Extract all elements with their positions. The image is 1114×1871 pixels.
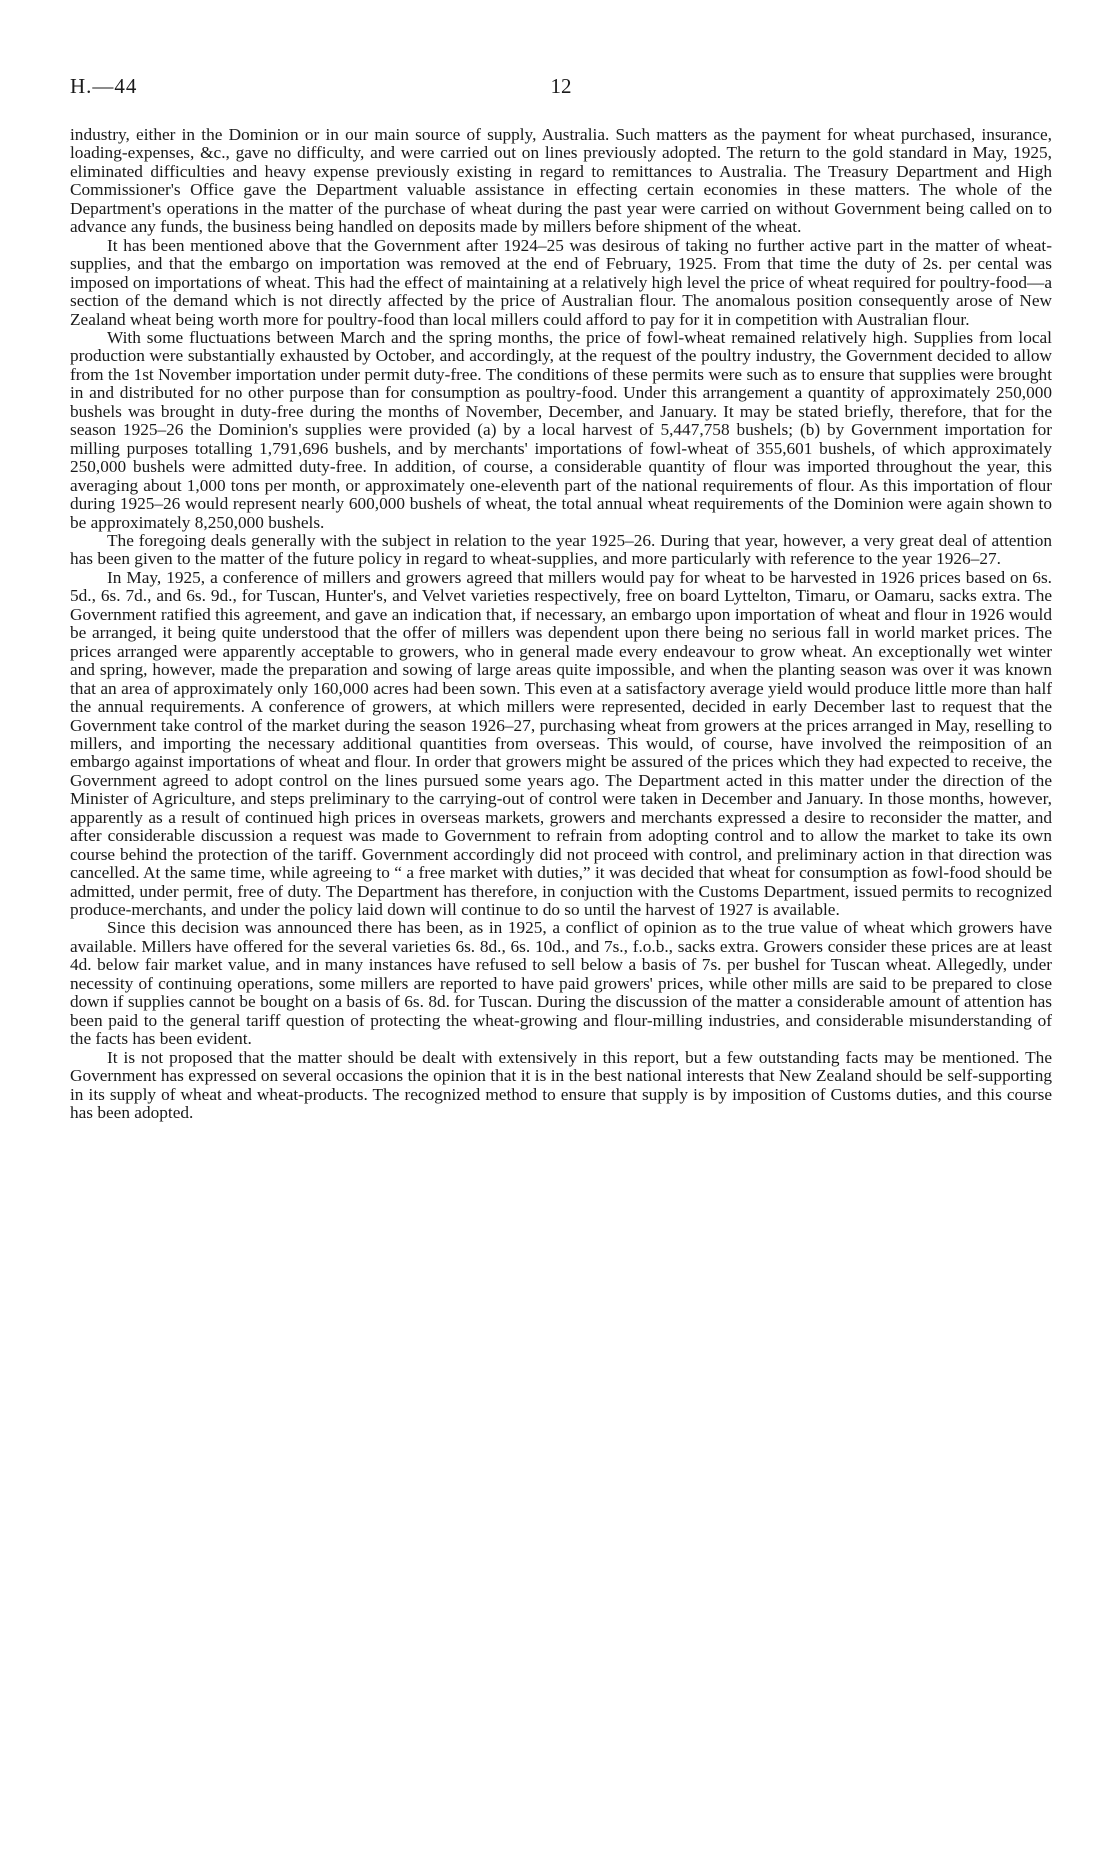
paragraph-continued: industry, either in the Dominion or in our main source of supply, Australia. Such matters as the payment for wheat purchased, insurance, loading-expenses, &c., gave no difficulty, and were carried out on lines previously adopted. The return to the gold standard in May, 1925, eliminated difficulties and heavy expense previously existing in regard to remittances to Australia. The Treasury Department and High Commissioner's Office gave the Department valuable assistance in effecting certain economies in these matters. The whole of the Department's operations in the matter of the purchase of wheat during the past year were carried on without Government being called on to advance any funds, the business being handled on deposits made by millers before shipment of the wheat. — [70, 125, 1052, 237]
paragraph-foregoing: The foregoing deals generally with the subject in relation to the year 1925–26. During that year, however, a very great deal of attention has been given to the matter of the future policy in regard to wheat-supplies, and more particularly with reference to the year 1926–27. — [70, 530, 1052, 569]
document-page — [70, 0, 1052, 1871]
paragraph-conflict-of-opinion: Since this decision was announced there has been, as in 1925, a conflict of opinion as to the true value of wheat which growers have available. Millers have offered for the several varieties 6s. 8d., 6s. 10d., and 7s., f.o.b., sacks extra. Growers consider these prices are at least 4d. below fair market value, and in many instances have refused to sell below a basis of 7s. per bushel for Tuscan wheat. Allegedly, under necessity of continuing operations, some millers are reported to have paid growers' prices, while other mills are said to be prepared to close down if supplies cannot be bought on a basis of 6s. 8d. for Tuscan. During the discussion of the matter a considerable amount of attention has been paid to the general tariff question of protecting the wheat-growing and flour-milling industries, and considerable misunderstanding of the facts has been evident. — [70, 918, 1052, 1049]
report-reference: H.—44 — [70, 74, 138, 98]
page-header — [70, 74, 1052, 104]
page-number: 12 — [550, 74, 572, 98]
paragraph-conference: In May, 1925, a conference of millers and growers agreed that millers would pay for wheat to be harvested in 1926 prices based on 6s. 5d., 6s. 7d., and 6s. 9d., for Tuscan, Hunter's, and Velvet varieties respectively, free on board Lyttelton, Timaru, or Oamaru, sacks extra. The Government ratified this agreement, and gave an indication that, if necessary, an embargo upon importation of wheat and flour in 1926 would be arranged, it being quite understood that the offer of millers was dependent upon there being no serious fall in world market prices. The prices arranged were apparently acceptable to growers, who in general made every endeavour to grow wheat. An exceptionally wet winter and spring, however, made the preparation and sowing of large areas quite impossible, and when the planting season was over it was known that an area of approximately only 160,000 acres had been sown. This even at a satisfactory average yield would produce little more than half the annual requirements. A conference of growers, at which millers were represented, decided in early December last to request that the Government take control of the market during the season 1926–27, purchasing wheat from growers at the prices arranged in May, reselling to millers, and importing the necessary additional quantities from overseas. This would, of course, have involved the reimposition of an embargo against importations of wheat and flour. In order that growers might be assured of the prices which they had expected to receive, the Government agreed to adopt control on the lines pursued some years ago. The Department acted in this matter under the direction of the Minister of Agriculture, and steps preliminary to the carrying-out of control were taken in December and January. In those months, however, apparently as a result of continued high prices in overseas markets, growers and merchants expressed a desire to reconsider the matter, and after considerable discussion a request was made to Government to refrain from adopting control and to allow the market to take its own course behind the protection of the tariff. Government accordingly did not proceed with control, and preliminary action in that direction was cancelled. At the same time, while agreeing to “ a free market with duties,” it was decided that wheat for consumption as fowl-food should be admitted, under permit, free of duty. The Department has therefore, in conjuction with the Customs Department, issued permits to recognized produce-merchants, and under the policy laid down will continue to do so until the harvest of 1927 is available. — [70, 567, 1052, 920]
paragraph-embargo-removed: It has been mentioned above that the Government after 1924–25 was desirous of taking no further active part in the matter of wheat-supplies, and that the embargo on importation was removed at the end of February, 1925. From that time the duty of 2s. per cental was imposed on importations of wheat. This had the effect of maintaining at a relatively high level the price of wheat required for poultry-food—a section of the demand which is not directly affected by the price of Australian flour. The anomalous position consequently arose of New Zealand wheat being worth more for poultry-food than local millers could afford to pay for it in competition with Australian flour. — [70, 235, 1052, 329]
paragraph-customs-duties: It is not proposed that the matter should be dealt with extensively in this report, but a few outstanding facts may be mentioned. The Government has expressed on several occasions the opinion that it is in the best national interests that New Zealand should be self-supporting in its supply of wheat and wheat-products. The recognized method to ensure that supply is by imposition of Customs duties, and this course has been adopted. — [70, 1047, 1052, 1123]
paragraph-fowl-wheat: With some fluctuations between March and the spring months, the price of fowl-wheat remained relatively high. Supplies from local production were substantially exhausted by October, and accordingly, at the request of the poultry industry, the Government decided to allow from the 1st November importation under permit duty-free. The conditions of these permits were such as to ensure that supplies were brought in and distributed for no other purpose than for consumption as poultry-food. Under this arrangement a quantity of approximately 250,000 bushels was brought in duty-free during the months of November, December, and January. It may be stated briefly, therefore, that for the season 1925–26 the Dominion's supplies were provided (a) by a local harvest of 5,447,758 bushels; (b) by Government importation for milling purposes totalling 1,791,696 bushels, and by merchants' importations of fowl-wheat of 355,601 bushels, of which approximately 250,000 bushels were admitted duty-free. In addition, of course, a considerable quantity of flour was imported throughout the year, this averaging about 1,000 tons per month, or approximately one-eleventh part of the national requirements of flour. As this importation of flour during 1925–26 would represent nearly 600,000 bushels of wheat, the total annual wheat requirements of the Dominion were again shown to be approximately 8,250,000 bushels. — [70, 327, 1052, 532]
document-body — [70, 126, 1052, 1122]
